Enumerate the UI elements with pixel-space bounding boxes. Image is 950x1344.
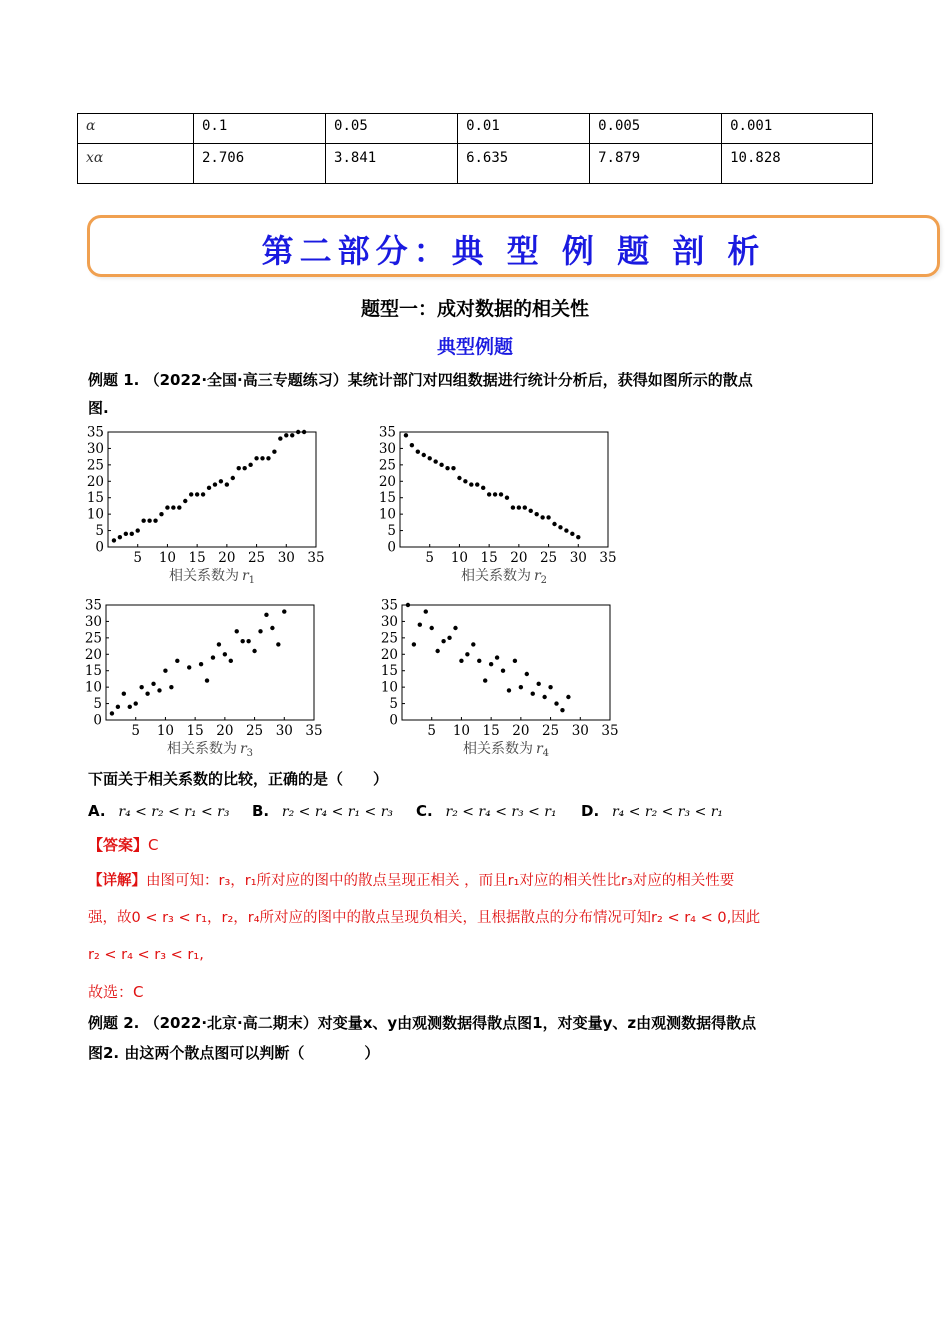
scatter-point: [418, 623, 422, 627]
scatter-point: [519, 685, 523, 689]
scatter-point: [240, 639, 244, 643]
scatter-point: [430, 626, 434, 630]
scatter-point: [225, 482, 229, 486]
x-tick-label: 5: [131, 723, 141, 739]
x-tick-label: 15: [482, 723, 500, 739]
scatter-point: [517, 505, 521, 509]
scatter-point: [302, 430, 306, 434]
scatter-point: [165, 505, 169, 509]
table-cell: 0.01: [458, 114, 590, 144]
example1-line1: 例题 1. （2022·全国·高三专题练习）某统计部门对四组数据进行统计分析后，获得如图所示的散点: [88, 371, 753, 389]
scatter-point: [276, 642, 280, 646]
example2-line2: 图2. 由这两个散点图可以判断（ ）: [88, 1044, 380, 1062]
caption-var: r: [533, 568, 541, 584]
y-tick-label: 0: [95, 539, 104, 556]
scatter-point: [175, 659, 179, 663]
scatter-point: [564, 528, 568, 532]
scatter-point: [435, 649, 439, 653]
scatter-point: [453, 626, 457, 630]
x-tick-label: 30: [277, 550, 295, 566]
table-cell: 0.05: [326, 114, 458, 144]
detail-conclusion: 故选：C: [88, 983, 144, 1001]
scatter-point: [406, 603, 410, 607]
scatter-point: [566, 695, 570, 699]
scatter-point: [487, 492, 491, 496]
critical-value-table: [77, 113, 873, 184]
chart-caption: [463, 740, 549, 759]
scatter-point: [272, 450, 276, 454]
scatter-point: [296, 430, 300, 434]
y-tick-label: 15: [84, 663, 102, 680]
detail-line2: 强，故0 < r₃ < r₁，r₂，r₄所对应的图中的散点呈现负相关，且根据散点的分布情况可知r₂ < r₄ < 0,因此: [88, 910, 761, 926]
scatter-point: [499, 492, 503, 496]
scatter-point: [219, 479, 223, 483]
x-tick-label: 10: [158, 550, 177, 566]
scatter-point: [242, 466, 246, 470]
table-cell: 2.706: [194, 144, 326, 184]
scatter-point: [523, 505, 527, 509]
scatter-point: [284, 433, 288, 437]
scatter-point: [171, 505, 175, 509]
table-cell: 3.841: [326, 144, 458, 184]
scatter-point: [270, 626, 274, 630]
option-c-text: r₂ < r₄ < r₃ < r₁: [445, 804, 557, 820]
scatter-point: [122, 692, 126, 696]
y-tick-label: 35: [380, 597, 398, 614]
scatter-point: [501, 669, 505, 673]
scatter-point: [282, 609, 286, 613]
scatter-point: [235, 629, 239, 633]
table-row: [78, 144, 873, 184]
option-d-text: r₄ < r₂ < r₃ < r₁: [611, 804, 724, 820]
scatter-point: [128, 705, 132, 709]
caption-var: r: [241, 568, 249, 584]
x-tick-label: 20: [218, 550, 236, 566]
scatter-point: [554, 701, 558, 705]
x-tick-label: 25: [247, 550, 266, 566]
scatter-plot-4: [381, 598, 619, 760]
scatter-point: [177, 505, 181, 509]
x-tick-label: 35: [305, 723, 323, 739]
scatter-point: [493, 492, 497, 496]
scatter-point: [542, 695, 546, 699]
scatter-point: [546, 515, 550, 519]
scatter-point: [451, 466, 455, 470]
example2-line1: 例题 2. （2022·北京·高二期末）对变量x、y由观测数据得散点图1，对变量y、z由观测数据得散点: [88, 1014, 757, 1032]
scatter-point: [124, 532, 128, 536]
scatter-point: [540, 515, 544, 519]
y-tick-label: 20: [86, 473, 104, 490]
table-row: [78, 114, 873, 144]
caption-sub: 4: [542, 748, 550, 759]
scatter-point: [469, 482, 473, 486]
y-tick-label: 25: [84, 630, 102, 647]
option-a-text: r₄ < r₂ < r₁ < r₃: [118, 804, 230, 820]
scatter-point: [116, 705, 120, 709]
answer: [88, 831, 159, 859]
table-cell: 7.879: [590, 144, 722, 184]
scatter-point: [552, 522, 556, 526]
table-header-x-alpha: xα: [78, 144, 194, 184]
scatter-point: [211, 655, 215, 659]
scatter-point: [507, 688, 511, 692]
scatter-point: [447, 636, 451, 640]
y-tick-label: 25: [380, 630, 398, 647]
question1: 下面关于相关系数的比较，正确的是（ ）: [88, 770, 389, 788]
scatter-point: [477, 659, 481, 663]
x-tick-label: 30: [569, 550, 587, 566]
y-tick-label: 30: [378, 440, 396, 457]
scatter-point: [463, 479, 467, 483]
scatter-point: [231, 476, 235, 480]
scatter-point: [199, 662, 203, 666]
caption-sub: 3: [246, 748, 254, 759]
scatter-point: [153, 519, 157, 523]
y-tick-label: 25: [86, 457, 104, 474]
y-tick-label: 10: [380, 679, 398, 696]
scatter-point: [459, 659, 463, 663]
scatter-point: [433, 459, 437, 463]
x-tick-label: 5: [425, 550, 435, 566]
scatter-point: [237, 466, 241, 470]
scatter-point: [422, 453, 426, 457]
scatter-point: [570, 532, 574, 536]
scatter-point: [560, 708, 564, 712]
scatter-point: [483, 678, 487, 682]
y-tick-label: 30: [84, 613, 102, 630]
x-tick-label: 5: [427, 723, 437, 739]
table-cell: 10.828: [722, 144, 873, 184]
y-tick-label: 20: [84, 646, 102, 663]
y-tick-label: 30: [86, 440, 104, 457]
scatter-point: [441, 639, 445, 643]
scatter-point: [136, 528, 140, 532]
y-tick-label: 10: [86, 506, 104, 523]
scatter-point: [147, 519, 151, 523]
caption-sub: 1: [248, 575, 256, 586]
y-tick-label: 35: [84, 597, 102, 614]
scatter-point: [151, 682, 155, 686]
y-tick-label: 5: [387, 523, 396, 540]
scatter-point: [511, 505, 515, 509]
scatter-point: [536, 682, 540, 686]
scatter-point: [159, 512, 163, 516]
y-tick-label: 15: [378, 490, 396, 507]
answer-value: C: [148, 836, 159, 854]
scatter-point: [513, 659, 517, 663]
y-tick-label: 20: [378, 473, 396, 490]
x-tick-label: 25: [245, 723, 264, 739]
x-tick-label: 30: [275, 723, 293, 739]
banner-title: 第二部分：典 型 例 题 剖 析: [261, 232, 766, 270]
x-tick-label: 15: [186, 723, 204, 739]
scatter-point: [278, 436, 282, 440]
scatter-point: [531, 692, 535, 696]
y-tick-label: 15: [86, 490, 104, 507]
caption-var: r: [239, 741, 247, 757]
y-tick-label: 0: [389, 712, 398, 729]
scatter-point: [489, 662, 493, 666]
scatter-plot-3: [85, 598, 323, 760]
scatter-point: [266, 456, 270, 460]
scatter-point: [495, 655, 499, 659]
table-cell: 0.001: [722, 114, 873, 144]
detail-line3: r₂ < r₄ < r₃ < r₁,: [88, 947, 204, 963]
option-a-label: A.: [88, 802, 106, 820]
scatter-point: [134, 701, 138, 705]
scatter-point: [576, 535, 580, 539]
chart-caption: [461, 567, 547, 586]
y-tick-label: 30: [380, 613, 398, 630]
y-tick-label: 5: [95, 523, 104, 540]
option-d-label: D.: [581, 802, 600, 820]
y-tick-label: 25: [378, 457, 396, 474]
y-tick-label: 5: [93, 696, 102, 713]
y-tick-label: 0: [387, 539, 396, 556]
caption-var: r: [535, 741, 543, 757]
scatter-point: [525, 672, 529, 676]
scatter-point: [428, 456, 432, 460]
x-tick-label: 5: [133, 550, 143, 566]
scatter-point: [246, 639, 250, 643]
scatter-point: [141, 519, 145, 523]
x-tick-label: 25: [539, 550, 558, 566]
scatter-point: [213, 482, 217, 486]
x-tick-label: 20: [512, 723, 530, 739]
x-tick-label: 35: [599, 550, 617, 566]
scatter-point: [110, 711, 114, 715]
option-c: [416, 797, 557, 826]
scatter-point: [130, 532, 134, 536]
y-tick-label: 10: [378, 506, 396, 523]
option-b: [252, 797, 393, 826]
scatter-point: [471, 642, 475, 646]
table-header-alpha: α: [78, 114, 194, 144]
x-tick-label: 35: [307, 550, 325, 566]
y-tick-label: 35: [86, 424, 104, 441]
scatter-point: [416, 450, 420, 454]
x-tick-label: 20: [216, 723, 234, 739]
detail-text-1: 由图可知：r₃，r₁所对应的图中的散点呈现正相关 ，而且r₁对应的相关性比r₃对应的相关性要: [146, 873, 735, 889]
scatter-point: [183, 499, 187, 503]
option-b-text: r₂ < r₄ < r₁ < r₃: [281, 804, 394, 820]
scatter-point: [205, 678, 209, 682]
scatter-point: [139, 685, 143, 689]
x-tick-label: 15: [480, 550, 498, 566]
scatter-point: [223, 652, 227, 656]
answer-label: 【答案】: [88, 836, 149, 854]
scatter-point: [404, 433, 408, 437]
option-c-label: C.: [416, 802, 433, 820]
scatter-point: [439, 463, 443, 467]
section-title: 题型一：成对数据的相关性: [360, 298, 589, 320]
y-tick-label: 35: [378, 424, 396, 441]
scatter-point: [465, 652, 469, 656]
x-tick-label: 10: [450, 550, 469, 566]
scatter-point: [412, 642, 416, 646]
scatter-point: [145, 692, 149, 696]
scatter-point: [445, 466, 449, 470]
option-d: [581, 797, 723, 826]
x-tick-label: 35: [601, 723, 619, 739]
scatter-point: [112, 538, 116, 542]
detail-line1: [88, 867, 734, 895]
scatter-point: [410, 443, 414, 447]
scatter-point: [217, 642, 221, 646]
y-tick-label: 5: [389, 696, 398, 713]
table-cell: 0.1: [194, 114, 326, 144]
scatter-point: [248, 463, 252, 467]
x-tick-label: 20: [510, 550, 528, 566]
x-tick-label: 30: [571, 723, 589, 739]
detail-label: 【详解】: [88, 873, 146, 889]
scatter-plot-1: [87, 425, 325, 587]
scatter-point: [290, 433, 294, 437]
scatter-point: [548, 685, 552, 689]
subsection-title: 典型例题: [436, 336, 513, 358]
y-tick-label: 10: [84, 679, 102, 696]
scatter-point: [169, 685, 173, 689]
scatter-point: [260, 456, 264, 460]
y-tick-label: 20: [380, 646, 398, 663]
scatter-point: [229, 659, 233, 663]
scatter-point: [558, 525, 562, 529]
caption-text: 相关系数为: [462, 741, 533, 757]
caption-text: 相关系数为: [168, 568, 239, 584]
caption-sub: 2: [540, 575, 548, 586]
scatter-plot-2: [379, 425, 617, 587]
scatter-point: [457, 476, 461, 480]
scatter-charts: [70, 420, 650, 765]
x-tick-label: 15: [188, 550, 206, 566]
scatter-point: [254, 456, 258, 460]
scatter-point: [195, 492, 199, 496]
scatter-point: [163, 669, 167, 673]
scatter-point: [534, 512, 538, 516]
scatter-point: [529, 509, 533, 513]
scatter-point: [258, 629, 262, 633]
scatter-point: [118, 535, 122, 539]
x-tick-label: 10: [452, 723, 471, 739]
section-banner: [87, 215, 940, 277]
chart-caption: [169, 567, 255, 586]
scatter-point: [475, 482, 479, 486]
scatter-point: [207, 486, 211, 490]
y-tick-label: 0: [93, 712, 102, 729]
x-tick-label: 10: [156, 723, 175, 739]
table-cell: 6.635: [458, 144, 590, 184]
scatter-point: [252, 649, 256, 653]
option-b-label: B.: [252, 802, 270, 820]
caption-text: 相关系数为: [166, 741, 237, 757]
scatter-point: [189, 492, 193, 496]
caption-text: 相关系数为: [460, 568, 531, 584]
plot-frame: [400, 432, 608, 547]
scatter-point: [481, 486, 485, 490]
scatter-point: [157, 688, 161, 692]
plot-frame: [402, 605, 610, 720]
scatter-point: [424, 609, 428, 613]
example1-line2: 图.: [88, 399, 109, 417]
scatter-point: [201, 492, 205, 496]
table-cell: 0.005: [590, 114, 722, 144]
chart-caption: [167, 740, 253, 759]
x-tick-label: 25: [541, 723, 560, 739]
y-tick-label: 15: [380, 663, 398, 680]
scatter-point: [264, 613, 268, 617]
scatter-point: [187, 665, 191, 669]
option-a: [88, 797, 230, 826]
scatter-point: [505, 496, 509, 500]
